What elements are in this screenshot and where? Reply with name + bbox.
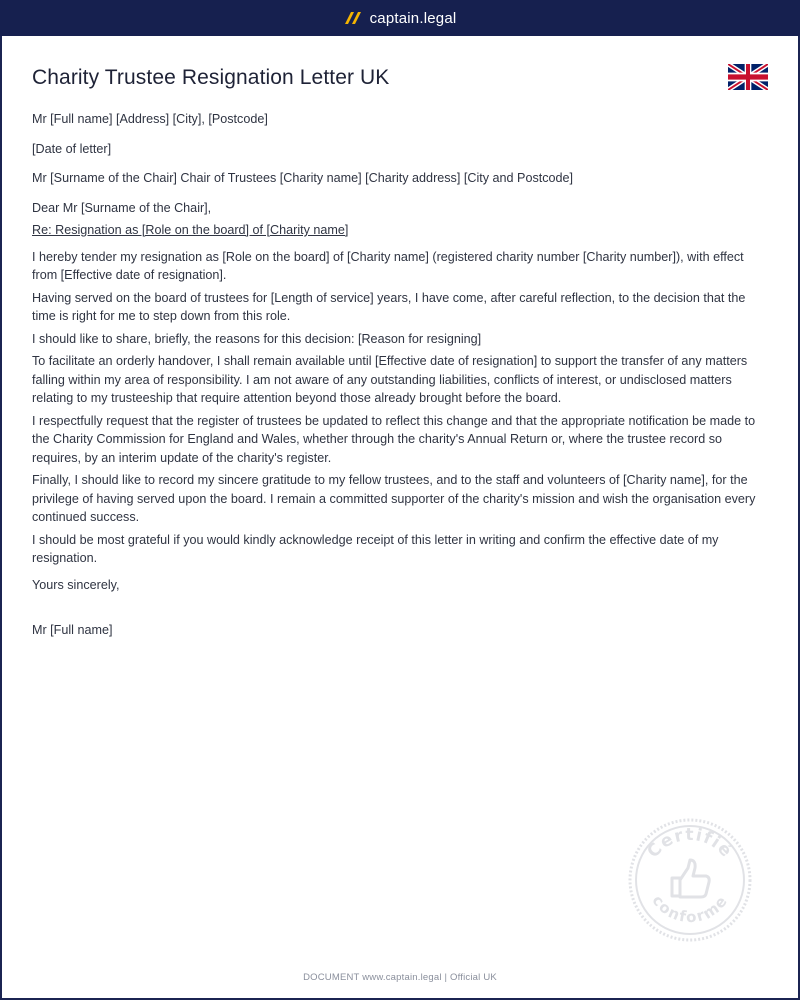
salutation: Dear Mr [Surname of the Chair], (32, 200, 212, 215)
certified-stamp (626, 816, 754, 944)
stamp-text-bottom: conforme (648, 891, 732, 927)
document-title: Charity Trustee Resignation Letter UK (32, 66, 390, 89)
paragraph-register: I respectfully request that the register of trustees be updated to reflect this change and that the appropriate notification be made to the Charity Commission for England and Wales, whether through the charity's Annual Return or, where the trustee record so requires, by an interim update of the charity's register. (32, 413, 756, 465)
recipient-address: Mr [Surname of the Chair] Chair of Trustees [Charity name] [Charity address] [City and Postcode] (32, 171, 574, 185)
letter-body (32, 110, 762, 640)
paragraph-handover: To facilitate an orderly handover, I shall remain available until [Effective date of resignation] to support the transfer of any matters falling within my area of responsibility. I am not aware of any outstanding liabilities, conflicts of interest, or undisclosed matters relating to my trusteeship that require attention beyond those already brought before the board. (32, 354, 748, 405)
captain-logo-icon (344, 11, 362, 25)
stamp-text-top: Certifié (643, 824, 737, 863)
paragraph-tender: I hereby tender my resignation as [Role on the board] of [Charity name] (registered charity number [Charity number]), with effect from [Effective date of resignation]. (32, 249, 744, 282)
brand-name: captain.legal (369, 9, 457, 27)
brand[interactable] (344, 10, 457, 27)
thumbs-up-icon (672, 860, 709, 897)
closing: Yours sincerely, (32, 577, 120, 592)
top-bar (0, 0, 800, 36)
footer: DOCUMENT www.captain.legal | Official UK (303, 972, 497, 983)
uk-flag-icon (728, 64, 768, 90)
paragraph-gratitude: Finally, I should like to record my sincere gratitude to my fellow trustees, and to the staff and volunteers of [Charity name], for the privilege of having served upon the board. I remain a committed supporter of the charity's mission and wish the organisation every continued success. (32, 473, 756, 524)
subject-line: Re: Resignation as [Role on the board] of [Charity name] (32, 223, 349, 237)
sender-address: Mr [Full name] [Address] [City], [Postcode] (32, 112, 268, 126)
paragraph-service: Having served on the board of trustees for [Length of service] years, I have come, after careful reflection, to the decision that the time is right for me to step down from this role. (32, 290, 746, 323)
signature-name: Mr [Full name] (32, 623, 113, 637)
letter-date: [Date of letter] (32, 141, 112, 156)
paragraph-reasons: I should like to share, briefly, the reasons for this decision: [Reason for resigning] (32, 331, 482, 346)
paragraph-acknowledge: I should be most grateful if you would kindly acknowledge receipt of this letter in writing and confirm the effective date of my resignation. (32, 532, 719, 565)
document-page (2, 36, 798, 998)
